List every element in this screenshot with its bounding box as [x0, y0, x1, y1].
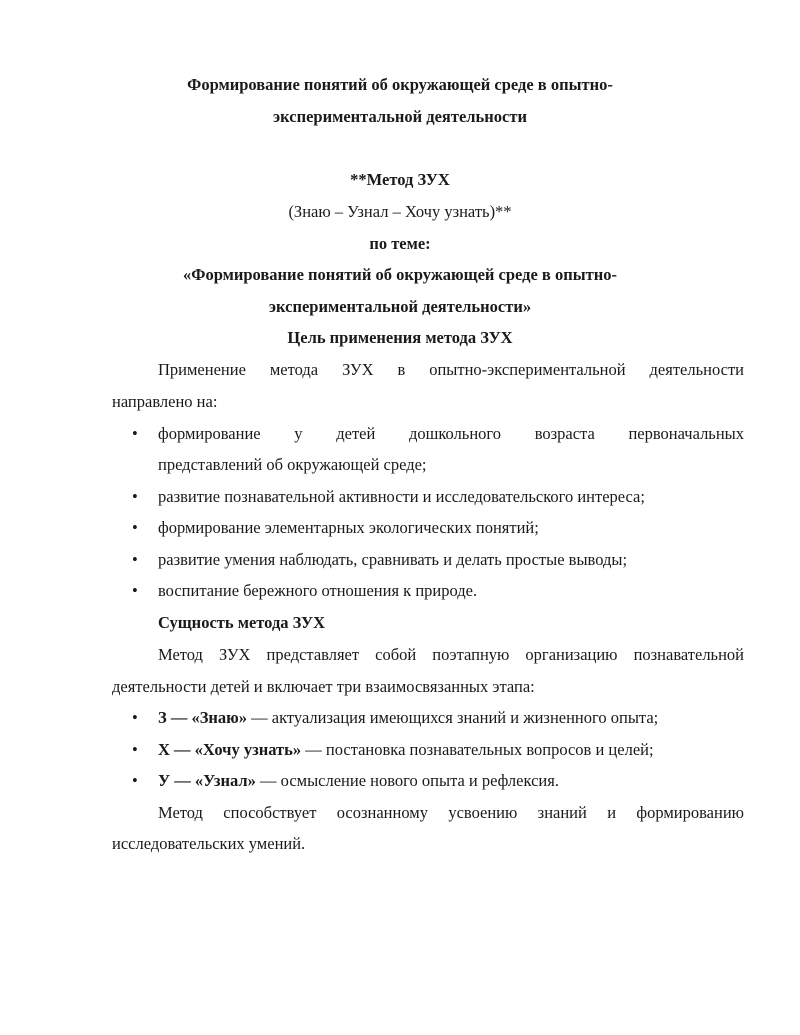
topic-label: по теме: [369, 234, 431, 253]
stage-text: — актуализация имеющихся знаний и жизненного опыта; [247, 708, 659, 727]
stage-item [158, 740, 654, 760]
stage-item [158, 771, 559, 791]
stage-label: У — «Узнал» [158, 771, 256, 790]
stage-text: — постановка познавательных вопросов и целей; [301, 740, 654, 759]
document-heading-line2: экспериментальной деятельности [273, 107, 527, 126]
bullet-icon: • [132, 708, 138, 727]
essence-intro-line2: деятельности детей и включает три взаимосвязанных этапа: [112, 677, 535, 696]
bullet-icon: • [132, 771, 138, 790]
goal-intro-line1: Применение метода ЗУХ в опытно-экспериментальной деятельности [158, 360, 744, 379]
bullet-icon: • [132, 550, 138, 569]
conclusion-line2: исследовательских умений. [112, 834, 306, 853]
list-item: развитие познавательной активности и исследовательского интереса; [158, 487, 645, 506]
bullet-icon: • [132, 740, 138, 759]
document-heading-line1: Формирование понятий об окружающей среде в опытно- [187, 75, 613, 94]
list-item: формирование элементарных экологических понятий; [158, 518, 539, 537]
list-item: формирование у детей дошкольного возраста первоначальных [158, 424, 744, 443]
method-subtitle: (Знаю – Узнал – Хочу узнать)** [288, 202, 512, 221]
bullet-icon: • [132, 581, 138, 600]
stage-label: Х — «Хочу узнать» [158, 740, 302, 759]
essence-intro-line1: Метод ЗУХ представляет собой поэтапную организацию познавательной [158, 645, 744, 664]
list-item: воспитание бережного отношения к природе. [158, 581, 478, 600]
essence-heading: Сущность метода ЗУХ [158, 613, 325, 632]
topic-line2: экспериментальной деятельности» [268, 297, 532, 316]
bullet-icon: • [132, 518, 138, 537]
topic-line1: «Формирование понятий об окружающей среде в опытно- [183, 265, 617, 284]
goal-intro-line2: направлено на: [112, 392, 218, 411]
goal-heading: Цель применения метода ЗУХ [287, 328, 513, 347]
stage-item [158, 708, 658, 728]
list-item-continuation: представлений об окружающей среде; [158, 455, 427, 474]
bullet-icon: • [132, 424, 138, 443]
method-title: **Метод ЗУХ [350, 170, 450, 189]
stage-label: З — «Знаю» [158, 708, 248, 727]
conclusion-line1: Метод способствует осознанному усвоению знаний и формированию [158, 803, 744, 822]
list-item: развитие умения наблюдать, сравнивать и делать простые выводы; [158, 550, 628, 569]
stage-text: — осмысление нового опыта и рефлексия. [255, 771, 559, 790]
bullet-icon: • [132, 487, 138, 506]
